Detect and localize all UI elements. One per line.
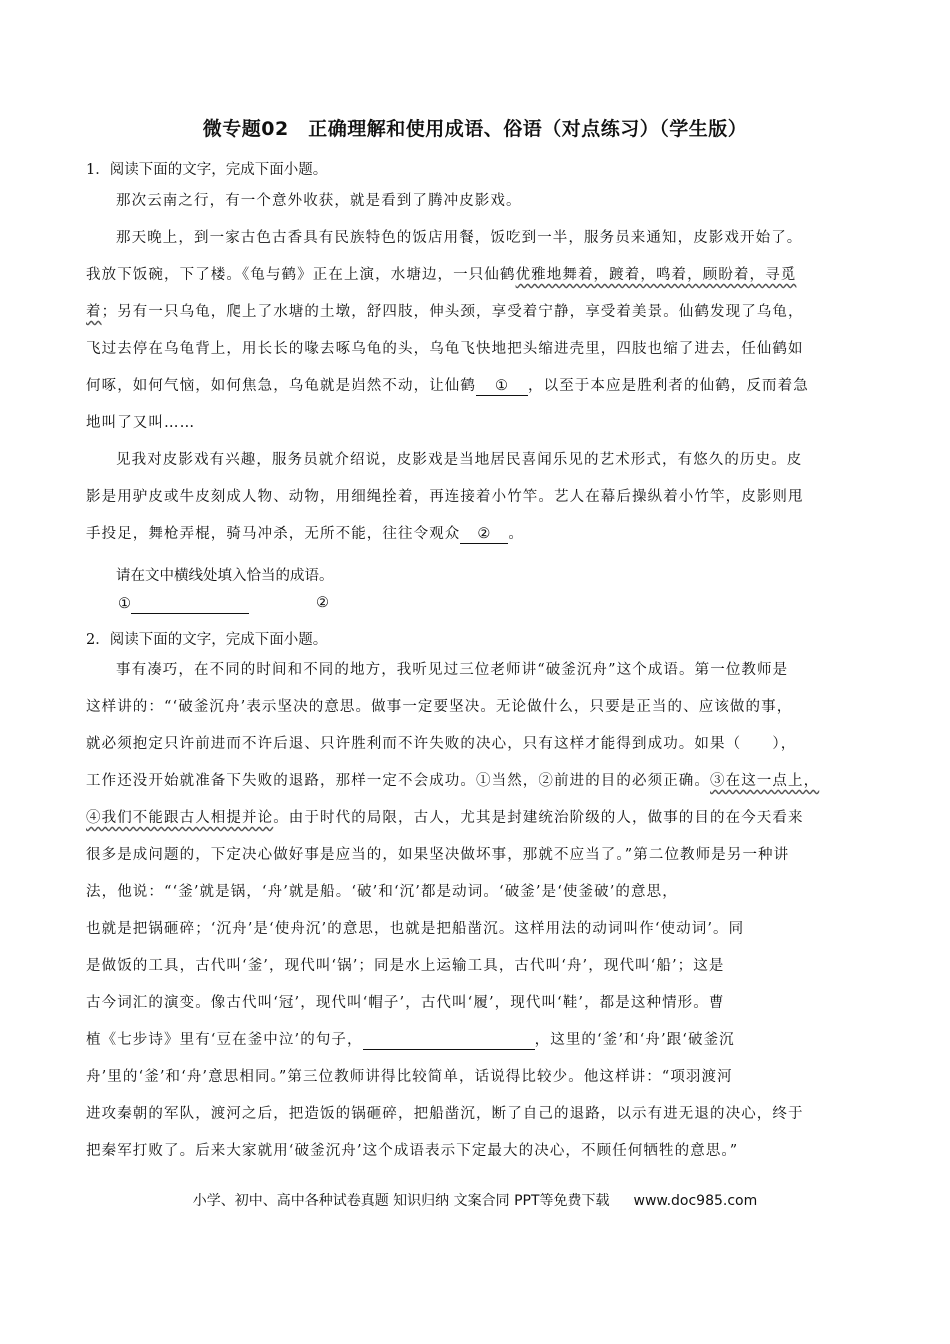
wavy-underlined-text: 着 [86,304,102,320]
passage-line [86,516,866,553]
passage-line: 这样讲的：“‘破釜沉舟’表示坚决的意思。做事一定要坚决。无论做什么，只要是正当的、应该做的事， [86,699,793,715]
text-span: ，这里的‘釜’和‘舟’跟‘破釜沉 [534,1032,735,1048]
text-span: 我放下饭碗，下了楼。《龟与鹤》正在上演，水塘边，一只仙鹤 [86,267,516,283]
question-1-instruction: 请在文中横线处填入恰当的成语。 [116,568,334,584]
passage-line: 法，他说：“‘釜’就是锅，‘舟’就是船。‘破’和‘沉’都是动词。‘破釜’是‘使釜破’的意思， [86,884,678,900]
passage-line: 也就是把锅砸碎；‘沉舟’是‘使舟沉’的意思，也就是把船凿沉。这样用法的动词叫作‘使动词’。同 [86,921,745,937]
fill-blank-2[interactable]: ② [460,525,508,544]
passage-line: 很多是成问题的，下定决心做好事是应当的，如果坚决做坏事，那就不应当了。”第二位教师是另一种讲 [86,847,790,863]
passage-line: 舟’里的‘釜’和‘舟’意思相同。”第三位教师讲得比较简单，话说得比较少。他这样讲：“项羽渡河 [86,1069,733,1085]
text-span: ，以至于本应是胜利者的仙鹤，反而着急 [528,378,809,394]
page-footer [0,1190,950,1210]
passage-line: 那次云南之行，有一个意外收获，就是看到了腾冲皮影戏。 [116,193,522,209]
footer-link[interactable]: www.doc985.com [633,1193,758,1209]
passage-line: 地叫了又叫…… [86,415,196,431]
passage-line: 那天晚上，到一家古色古香具有民族特色的饭店用餐，饭吃到一半，服务员来通知，皮影戏开始了。 [116,230,803,246]
text-span: 手投足，舞枪弄棍，骑马冲杀，无所不能，往往令观众 [86,526,461,542]
passage-line: 是做饭的工具，古代叫‘釜’，现代叫‘锅’；同是水上运输工具，古代叫‘舟’，现代叫‘船’；这是 [86,958,725,974]
passage-line: 影是用驴皮或牛皮刻成人物、动物，用细绳拴着，再连接着小竹竿。艺人在幕后操纵着小竹竿，皮影则甩 [86,489,804,505]
passage-line [86,257,866,294]
passage-line [86,1022,866,1059]
passage-line: 事有凑巧，在不同的时间和不同的地方，我听见过三位老师讲“破釜沉舟”这个成语。第一位教师是 [116,662,789,678]
passage-line: 飞过去停在乌龟背上，用长长的喙去啄乌龟的头，乌龟飞快地把头缩进壳里，四肢也缩了进去，任仙鹤如 [86,341,804,357]
wavy-underlined-text: ④我们不能跟古人相提并论 [86,810,274,826]
passage-line: 就必须抱定只许前进而不许后退、只许胜利而不许失败的决心，只有这样才能得到成功。如果（ ）， [86,736,797,752]
text-span: ；另有一只乌龟，爬上了水塘的土墩，舒四肢，伸头颈，享受着宁静，享受着美景。仙鹤发现了乌龟， [101,304,804,320]
footer-text: 小学、初中、高中各种试卷真题 知识归纳 文案合同 PPT等免费下载 [192,1193,610,1209]
passage-line [86,763,866,800]
text-span: 。 [508,526,525,542]
wavy-underlined-text: 优雅地舞着，踱着，鸣着，顾盼着，寻觅 [515,267,797,283]
page-title: 微专题02 正确理解和使用成语、俗语（对点练习）（学生版） [202,118,748,140]
answer-1-label: ① [118,596,131,612]
passage-line: 见我对皮影戏有兴趣，服务员就介绍说，皮影戏是当地居民喜闻乐见的艺术形式，有悠久的历史。皮 [116,452,803,468]
question-2-passage [86,652,866,1170]
fill-blank-poem[interactable] [363,1031,535,1050]
question-2-heading: 2．阅读下面的文字，完成下面小题。 [86,632,328,648]
text-span: 工作还没开始就准备下失败的退路，那样一定不会成功。①当然，②前进的目的必须正确。 [86,773,710,789]
question-1-heading: 1．阅读下面的文字，完成下面小题。 [86,162,328,178]
passage-line: 把秦军打败了。后来大家就用‘破釜沉舟’这个成语表示下定最大的决心，不顾任何牺牲的意思。” [86,1143,739,1159]
passage-line [86,368,866,405]
text-span: 何啄，如何气恼，如何焦急，乌龟就是岿然不动，让仙鹤 [86,378,476,394]
passage-line: 古今词汇的演变。像古代叫‘冠’，现代叫‘帽子’，古代叫‘履’，现代叫‘鞋’，都是这种情形。曹 [86,995,725,1011]
answer-2-label: ② [316,595,329,611]
passage-line: 进攻秦朝的军队，渡河之后，把造饭的锅砸碎，把船凿沉，断了自己的退路，以示有进无退的决心，终于 [86,1106,804,1122]
wavy-underlined-text: ③在这一点上， [710,773,820,789]
text-span: 植《七步诗》里有‘豆在釜中泣’的句子， [86,1032,363,1048]
answer-1-row [118,595,249,614]
passage-line [86,800,866,837]
fill-blank-1[interactable]: ① [476,377,528,396]
passage-line [86,294,866,331]
text-span: 。由于时代的局限，古人，尤其是封建统治阶级的人，做事的目的在今天看来 [273,810,804,826]
answer-1-blank[interactable] [131,595,249,614]
question-1-passage [86,183,866,553]
